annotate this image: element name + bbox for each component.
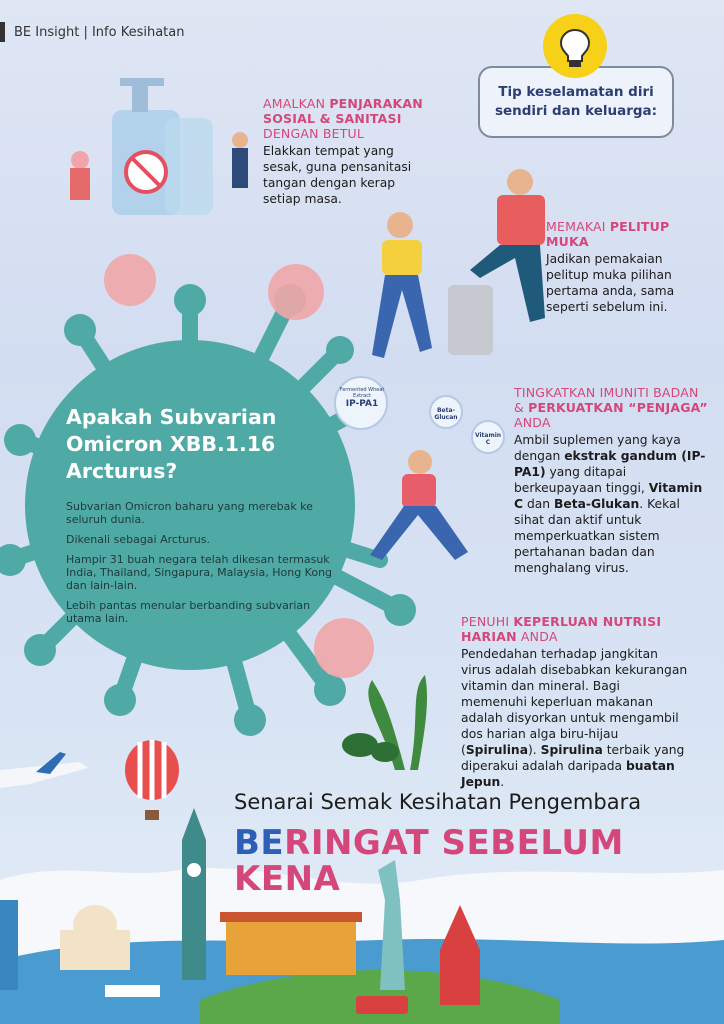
headline xyxy=(234,825,624,897)
lightbulb-icon xyxy=(543,14,607,78)
header-bar xyxy=(0,22,5,42)
virus-point-4: Lebih pantas menular berbanding subvarian utama lain. xyxy=(66,599,311,625)
nutrition-title: PENUHI KEPERLUAN NUTRISI HARIAN ANDA xyxy=(461,614,662,644)
section-nutrition xyxy=(461,614,689,790)
tip-text: Tip keselamatan diri sendiri dan keluarga: xyxy=(494,84,658,119)
headline-be: BE xyxy=(234,823,285,863)
vitaminc-bubble-label: Vitamin C xyxy=(474,432,502,446)
header-text: BE Insight | Info Kesihatan xyxy=(14,24,185,40)
ippa1-label: IP-PA1 xyxy=(345,399,379,409)
mask-body: Jadikan pemakaian pelitup muka pilihan pertama anda, sama seperti sebelum ini. xyxy=(546,252,675,314)
checklist-title: Senarai Semak Kesihatan Pengembara xyxy=(234,790,642,814)
distancing-body: Elakkan tempat yang sesak, guna pensanitasi tangan dengan kerap setiap masa. xyxy=(263,144,412,206)
virus-point-2: Dikenali sebagai Arcturus. xyxy=(66,533,210,546)
headline-line-1 xyxy=(234,825,624,861)
section-distancing xyxy=(263,96,435,207)
airplane-illustration xyxy=(0,752,88,788)
section-mask xyxy=(546,219,706,315)
betaglucan-bubble-label: Beta-Glucan xyxy=(434,407,458,421)
virus-point-1: Subvarian Omicron baharu yang merebak ke seluruh dunia. xyxy=(66,500,313,526)
distancing-title: AMALKAN PENJARAKAN SOSIAL & SANITASI DENGAN BETUL xyxy=(263,96,423,141)
ippa1-bubble xyxy=(337,387,387,409)
immunity-body: Ambil suplemen yang kaya dengan ekstrak gandum (IP-PA1) yang ditapai berkeupayaan tinggi, Vitamin C dan Beta-Glukan. Kekal sihat dan aktif untuk memperkuatkan sistem pertahanan badan dan menghalang virus. xyxy=(514,433,706,575)
virus-text-block xyxy=(66,500,338,632)
spirulina-illustration xyxy=(342,675,427,770)
headline-line-2: KENA xyxy=(234,859,341,899)
virus-point-3: Hampir 31 buah negara telah dikesan termasuk India, Thailand, Singapura, Malaysia, Hong Kong dan lain-lain. xyxy=(66,553,333,592)
ippa1-small-label: Fermented Wheat Extract xyxy=(339,387,385,399)
section-immunity xyxy=(514,385,710,576)
mask-title: MEMAKAI PELITUP MUKA xyxy=(546,219,670,249)
header xyxy=(0,22,184,42)
sanitizer-illustration xyxy=(70,78,248,215)
balloon-illustration xyxy=(125,740,179,820)
immunity-title: TINGKATKAN IMUNITI BADAN & PERKUATKAN “PENJAGA” ANDA xyxy=(514,385,708,430)
nutrition-body: Pendedahan terhadap jangkitan virus adalah disebabkan kekurangan vitamin dan mineral. Bagi memenuhi keperluan makanan adalah disyorkan untuk mengambil dos harian alga biru-hijau (Spirulina). Spirulina terbaik yang diperakui adalah daripada buatan Jepun. xyxy=(461,647,688,789)
virus-title: Apakah Subvarian Omicron XBB.1.16 Arcturus? xyxy=(66,405,277,483)
headline-rest: RINGAT SEBELUM xyxy=(284,823,624,863)
